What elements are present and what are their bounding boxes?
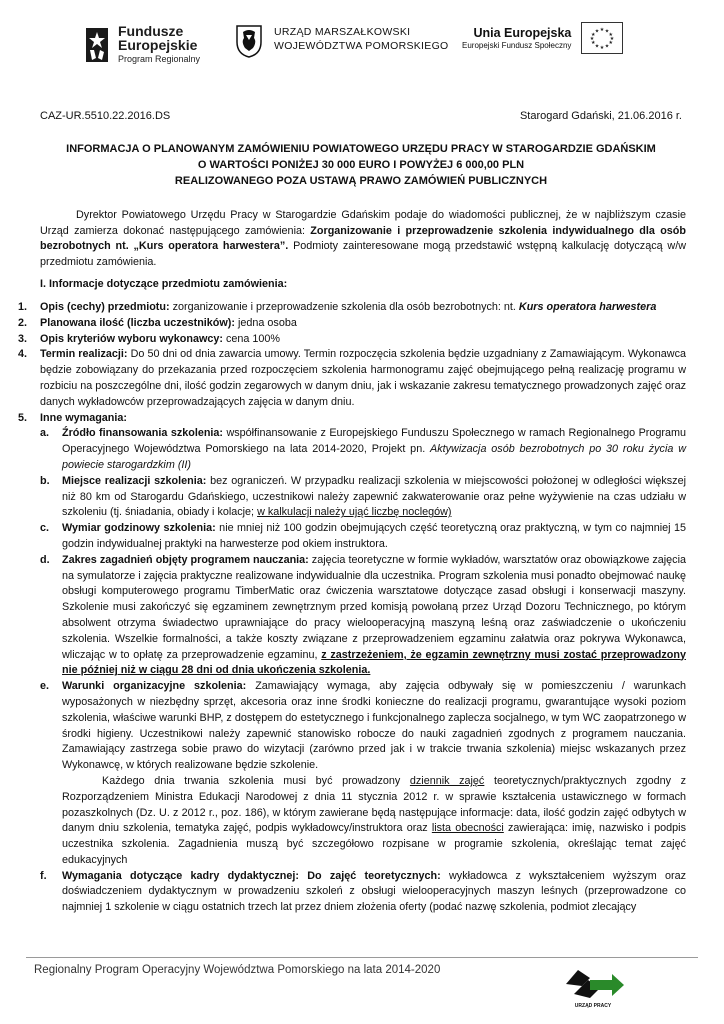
ue-line2: Europejski Fundusz Społeczny bbox=[462, 40, 572, 50]
eu-flag-icon bbox=[581, 22, 623, 54]
sub-label: Wymagania dotyczące kadry dydaktycznej: Do zajęć teoretycznych: bbox=[62, 869, 441, 882]
svg-text:★: ★ bbox=[595, 43, 600, 50]
urzad-pracy-logo bbox=[560, 966, 626, 1010]
list-item bbox=[18, 332, 686, 348]
list-item bbox=[18, 300, 686, 316]
place-and-date: Starogard Gdański, 21.06.2016 r. bbox=[519, 110, 682, 122]
griffin-crest-icon bbox=[234, 22, 264, 58]
sub-label: Źródło finansowania szkolenia: bbox=[62, 427, 224, 440]
fe-star-icon bbox=[82, 22, 112, 66]
svg-text:★: ★ bbox=[591, 40, 596, 46]
item-number: 3. bbox=[18, 332, 28, 345]
sub-text: nie mniej niż 100 godzin obejmujących część teoretyczną oraz praktyczną, w tym co najmniej 15 godzin indywidualnej praktyki na harwesterze pod okiem instruktora. bbox=[62, 522, 686, 550]
item-label: Opis (cechy) przedmiotu: bbox=[40, 301, 170, 313]
sub-letter: e. bbox=[40, 680, 50, 693]
sub-item bbox=[18, 474, 686, 521]
title-line3: REALIZOWANEGO POZA USTAWĄ PRAWO ZAMÓWIEŃ PUBLICZNYCH bbox=[174, 175, 548, 187]
urzad-pracy-label: URZĄD PRACY bbox=[574, 1003, 612, 1009]
item-course-name: Kurs operatora harwestera bbox=[518, 301, 657, 313]
sub-letter: a. bbox=[40, 427, 50, 440]
svg-text:★: ★ bbox=[591, 32, 596, 38]
fe-line3: Program Regionalny bbox=[118, 53, 201, 64]
para-text: teoretycznych/praktycznych zgodny z Rozporządzeniem Ministra Edukacji Narodowej z dnia 11 stycznia 2012 r. w sprawie kształcenia ustawicznego w formach pozaszkolnych (Dz. U. z 2012 r., poz. 186), w którym zawierane będą następujące informacje: data, ilość godzin zajęć odbytych w danym dniu szkolenia, tematyka zajęć, podpis wykładowcy/instruktora oraz bbox=[62, 774, 686, 835]
intro-text-c: Podmioty zainteresowane mogą przedstawić wstępną kalkulację dotyczącą w/w przedmiotu zamówienia. bbox=[40, 240, 686, 268]
svg-text:★: ★ bbox=[605, 28, 610, 35]
item-text: Do 50 dni od dnia zawarcia umowy. Termin rozpoczęcia szkolenia będzie uzgadniany z Zamawiającym. Wykonawca będzie zobowiązany do przekazania przed rozpoczęciem szkolenia harmonogramu zajęć obejmującego pełną realizację programu w rozbiciu na poszczególne dni, ilość godzin zegarowych w danym dniu, jak i wskazanie zakresu tematycznego prowadzonych zajęć oraz danych wykładowców przeprowadzających zajęcia w danym dniu. bbox=[40, 348, 686, 408]
item-number: 5. bbox=[18, 411, 28, 424]
requirements-list bbox=[18, 300, 686, 916]
item-number: 2. bbox=[18, 316, 28, 329]
sub-paragraph bbox=[18, 774, 686, 869]
para-text: zawierająca: imię, nazwisko i podpis uczestnika szkolenia. Zagadnienia muszą być szczegółowo rozpisane w programie szkolenia, określając temat zajęć edukacyjnych bbox=[62, 822, 686, 866]
fundusze-europejskie-logo bbox=[82, 22, 200, 66]
svg-text:★: ★ bbox=[608, 40, 614, 46]
unia-europejska-logo bbox=[462, 22, 623, 54]
sub-text: Zamawiający wymaga, aby zajęcia odbywały się w pomieszczeniu / warunkach wyposażonych w niezbędny sprzęt, akcesoria oraz inne środki konieczne do realizacji programu, gwarantujące wysoki poziom szkolenia, właściwe warunki BHP, z dostępem do estetycznego i funkcjonalnego zaplecza socjalnego, w tym WC zaopatrzonego w środki higieny. Uczestnikowi należy zapewnić stanowisko robocze do nauki zagadnień zgodnych z programem nauczania. Zamawiający zastrzega sobie prawo do wizytacji (zarówno przed jak i w trakcie trwania szkolenia) miejsc wskazanych przez Wykonawcę, w których realizowane będzie szkolenie. bbox=[62, 680, 686, 772]
project-name: Aktywizacja osób bezrobotnych po 30 roku życia w powiecie starogardzkim (II) bbox=[62, 443, 686, 471]
ue-line1: Unia Europejska bbox=[473, 25, 572, 40]
item-number: 1. bbox=[18, 301, 28, 313]
title-line1: INFORMACJA O PLANOWANYM ZAMÓWIENIU POWIATOWEGO URZĘDU PRACY W STAROGARDZIE GDAŃSKIM bbox=[66, 143, 656, 155]
footer-divider bbox=[26, 957, 698, 958]
sub-text: wykładowca z wykształceniem wyższym oraz doświadczeniem dydaktycznym w prowadzeniu szkoleń z obsługi wielooperacyjnych maszyn leśnych (przeprowadzone co najmniej 1 szkolenie w ciągu ostatnich trzech lat przez dniem złożenia oferty (podać nazwę szkolenia, podmiot zlecający bbox=[62, 869, 686, 914]
footer-text: Regionalny Program Operacyjny Województwa Pomorskiego na lata 2014-2020 bbox=[34, 964, 441, 976]
sub-label: Warunki organizacyjne szkolenia: bbox=[62, 680, 247, 693]
para-text: Każdego dnia trwania szkolenia musi być prowadzony bbox=[102, 774, 410, 787]
svg-text:★: ★ bbox=[590, 36, 595, 42]
list-item bbox=[18, 347, 686, 410]
list-item bbox=[18, 316, 686, 332]
sub-item bbox=[18, 553, 686, 679]
sub-underlined: w kalkulacji należy ująć liczbę noclegów) bbox=[257, 506, 452, 519]
attendance-list-term: lista obecności bbox=[431, 822, 504, 835]
sub-letter: c. bbox=[40, 522, 50, 535]
item-number: 4. bbox=[18, 348, 28, 361]
sub-label: Wymiar godzinowy szkolenia: bbox=[62, 522, 216, 535]
sub-letter: b. bbox=[40, 474, 50, 487]
fe-line1: Fundusze bbox=[118, 22, 184, 39]
item-label: Inne wymagania: bbox=[40, 411, 127, 424]
sub-item bbox=[18, 521, 686, 553]
intro-paragraph bbox=[40, 208, 686, 270]
sub-label: Miejsce realizacji szkolenia: bbox=[62, 474, 207, 487]
sub-item bbox=[18, 679, 686, 774]
svg-text:★: ★ bbox=[600, 45, 605, 51]
header-logos bbox=[0, 22, 724, 78]
item-label: Opis kryteriów wyboru wykonawcy: bbox=[40, 332, 223, 345]
sub-letter: d. bbox=[40, 553, 50, 566]
title-line2: O WARTOŚCI PONIŻEJ 30 000 EURO I POWYŻEJ 6 000,00 PLN bbox=[197, 159, 525, 171]
svg-text:★: ★ bbox=[610, 36, 615, 42]
sub-label: Zakres zagadnień objęty programem nauczania: bbox=[62, 553, 309, 566]
um-line2: WOJEWÓDZTWA POMORSKIEGO bbox=[274, 40, 449, 52]
intro-text-a: Dyrektor Powiatowego Urzędu Pracy w Starogardzie Gdańskim podaje do wiadomości publicznej, że w najbliższym czasie Urząd zamierza dokonać następującego zamówienia: bbox=[40, 209, 686, 237]
urzad-marszalkowski-logo bbox=[234, 22, 449, 58]
reference-line bbox=[40, 110, 682, 122]
svg-text:★: ★ bbox=[608, 32, 614, 38]
item-text: jedna osoba bbox=[235, 316, 297, 329]
list-item bbox=[18, 411, 686, 427]
sub-item bbox=[18, 426, 686, 473]
sub-text: bez ograniczeń. W przypadku realizacji szkolenia w miejscowości położonej w odległości większej niż 80 km od Starogardu Gdańskiego, uczestnikowi należy zapewnić zakwaterowanie oraz pełne wyżywienie na czas udziału w szkoleniu (tj. śniadania, obiady i kolacje; bbox=[62, 474, 686, 519]
item-label: Termin realizacji: bbox=[40, 348, 128, 361]
svg-text:★: ★ bbox=[595, 28, 600, 35]
item-text: zorganizowanie i przeprowadzenie szkolenia dla osób bezrobotnych: nt. bbox=[169, 301, 519, 313]
document-title bbox=[40, 141, 682, 189]
urzad-pracy-arrow-icon bbox=[560, 966, 626, 1002]
section-heading: I. Informacje dotyczące przedmiotu zamówienia: bbox=[40, 278, 288, 290]
sub-text: zajęcia teoretyczne w formie wykładów, warsztatów oraz obowiązkowe zajęcia na symulatorze i zajęcia praktyczne realizowane indywidualnie dla uczestnika. Program szkolenia musi ponadto obejmować naukę obsługi komputerowego programu TimberMatic oraz ćwiczenia warsztatowe dotyczące zasad obsługi i konserwacji maszyny. Szkolenie musi zakończyć się egzaminem zewnętrznym przed komisją powołaną przez Urząd Dozoru Technicznego, po którym absolwent otrzyma świadectwo uprawniające do pracy wielooperacyjną maszyną leśną oraz zaświadczenie o ukończeniu szkolenia. Wszelkie formalności, a także koszty związane z przeprowadzeniem egzaminu załatwia oraz pokrywa Wykonawca, wliczając w to opłatę za przeprowadzenie egzaminu, bbox=[62, 553, 686, 661]
fe-line2: Europejskie bbox=[118, 37, 198, 54]
sub-item bbox=[18, 869, 686, 916]
sub-text: współfinansowanie z Europejskiego Funduszu Społecznego w ramach Regionalnego Programu Operacyjnego Województwa Pomorskiego na lata 2014-2020, Projekt pn. bbox=[62, 427, 686, 456]
item-text: cena 100% bbox=[223, 332, 281, 345]
intro-subject: Zorganizowanie i przeprowadzenie szkolenia indywidualnego dla osób bezrobotnych nt. „Kurs operatora harwestera”. bbox=[40, 224, 686, 253]
case-reference: CAZ-UR.5510.22.2016.DS bbox=[40, 110, 171, 122]
item-label: Planowana ilość (liczba uczestników): bbox=[40, 316, 235, 329]
svg-text:★: ★ bbox=[605, 43, 610, 50]
svg-text:★: ★ bbox=[600, 27, 605, 33]
um-line1: URZĄD MARSZAŁKOWSKI bbox=[274, 26, 411, 39]
attendance-diary-term: dziennik zajęć bbox=[409, 774, 485, 787]
sub-letter: f. bbox=[40, 869, 47, 882]
exam-deadline-note: z zastrzeżeniem, że egzamin zewnętrzny musi zostać przeprowadzony nie później niż w ciągu 28 dni od dnia ukończenia szkolenia. bbox=[62, 648, 686, 677]
